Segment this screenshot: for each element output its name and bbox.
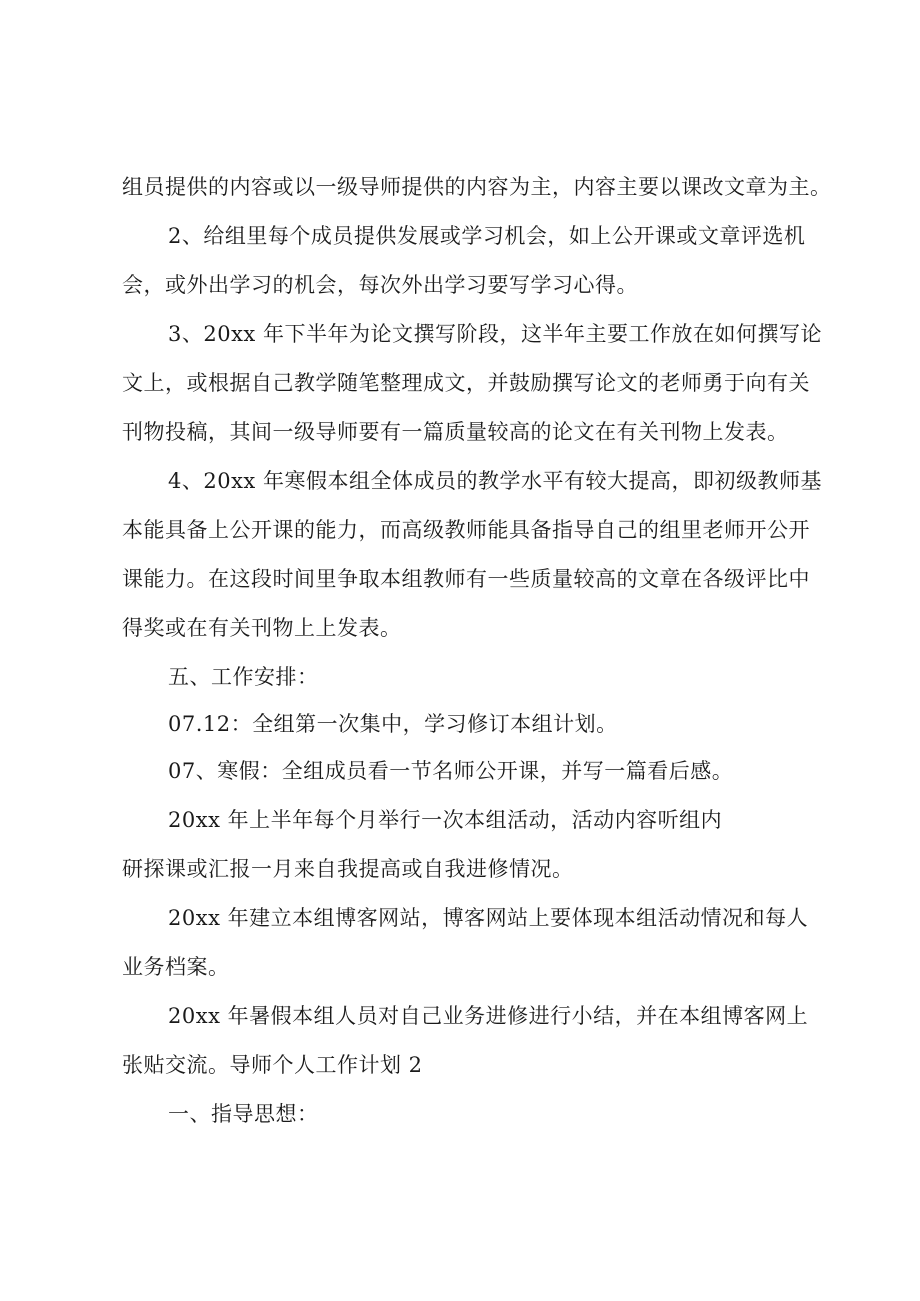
text-line: 20xx 年建立本组博客网站，博客网站上要体现本组活动情况和每人 [168,906,809,930]
text-line: 20xx 年暑假本组人员对自己业务进修进行小结，并在本组博客网上 [168,1004,809,1028]
text-line: 07、寒假：全组成员看一节名师公开课，并写一篇看后感。 [168,759,734,783]
text-line: 课能力。在这段时间里争取本组教师有一些质量较高的文章在各级评比中 [122,567,810,591]
text-line: 组员提供的内容或以一级导师提供的内容为主，内容主要以课改文章为主。 [122,175,832,199]
section-heading: 一、指导思想： [168,1102,319,1126]
text-line: 3、20xx 年下半年为论文撰写阶段，这半年主要工作放在如何撰写论 [168,322,822,346]
text-line: 文上，或根据自己教学随笔整理成文，并鼓励撰写论文的老师勇于向有关 [122,371,810,395]
text-line: 4、20xx 年寒假本组全体成员的教学水平有较大提高，即初级教师基 [168,469,822,493]
text-line: 得奖或在有关刊物上上发表。 [122,616,402,640]
section-heading: 五、工作安排： [168,665,319,689]
text-line: 刊物投稿，其间一级导师要有一篇质量较高的论文在有关刊物上发表。 [122,420,789,444]
text-line: 2、给组里每个成员提供发展或学习机会，如上公开课或文章评选机 [168,224,806,248]
text-line: 本能具备上公开课的能力，而高级教师能具备指导自己的组里老师开公开 [122,518,810,542]
text-line: 20xx 年上半年每个月举行一次本组活动，活动内容听组内 [168,808,723,832]
text-line: 会，或外出学习的机会，每次外出学习要写学习心得。 [122,273,638,297]
text-line: 张贴交流。导师个人工作计划 2 [122,1053,423,1077]
text-line: 07.12：全组第一次集中，学习修订本组计划。 [168,712,618,736]
text-line: 研探课或汇报一月来自我提高或自我进修情况。 [122,857,574,881]
text-line: 业务档案。 [122,955,230,979]
